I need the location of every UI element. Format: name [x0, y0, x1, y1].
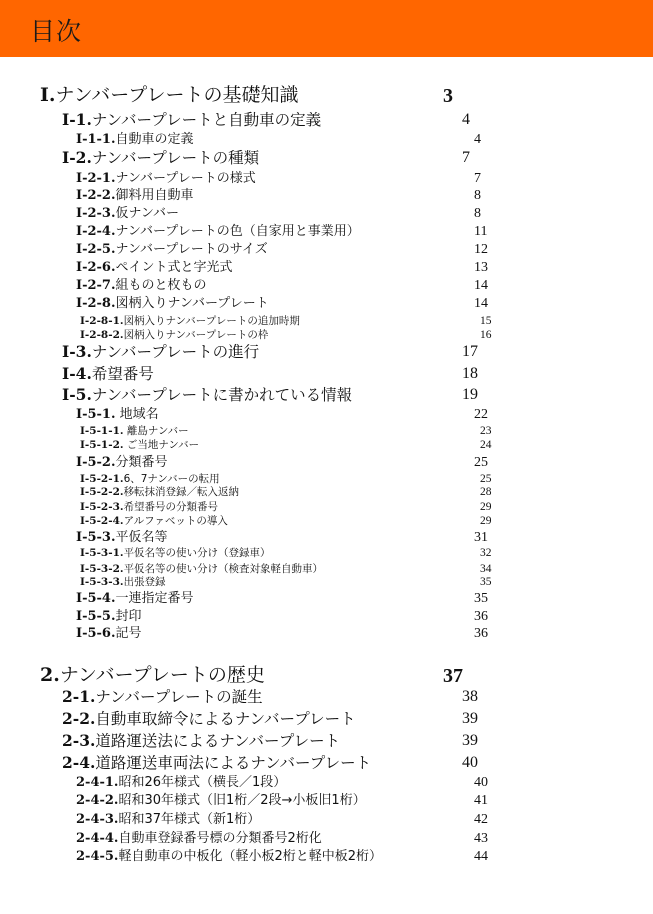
toc-entry-page: 23 [480, 425, 492, 437]
toc-entry-number: 2-1. [62, 687, 96, 706]
toc-entry-number: I-4. [62, 364, 92, 383]
toc-entry[interactable] [76, 279, 207, 292]
toc-entry-page: 14 [474, 278, 488, 293]
toc-entry-title: 平仮名等 [115, 530, 168, 545]
toc-entry[interactable] [76, 610, 142, 623]
toc-entry-page: 7 [462, 149, 470, 166]
toc-entry-number: I-5-4. [76, 591, 116, 606]
toc-entry[interactable] [80, 516, 228, 527]
toc-entry-number: I-1. [62, 110, 92, 129]
toc-entry-title: 移転抹消登録／転入返納 [123, 486, 240, 498]
toc-entry-page: 40 [462, 754, 478, 771]
toc-entry-page: 37 [443, 665, 463, 687]
toc-entry-number: I-2-7. [76, 278, 116, 293]
toc-entry[interactable] [76, 794, 366, 807]
toc-entry-page: 35 [474, 591, 488, 606]
toc-entry[interactable] [76, 850, 382, 863]
toc-entry-page: 44 [474, 849, 488, 864]
toc-entry[interactable] [76, 456, 168, 469]
toc-entry-title: 仮ナンバー [115, 206, 179, 221]
toc-entry-page: 35 [480, 576, 492, 588]
toc-entry-number: 2-4-3. [76, 812, 119, 827]
toc-entry[interactable] [80, 426, 189, 437]
toc-entry[interactable] [76, 172, 256, 185]
toc-entry[interactable] [76, 627, 142, 640]
toc-entry-title: 図柄入りナンバープレート [115, 296, 269, 311]
toc-entry[interactable] [76, 207, 179, 220]
toc-entry[interactable] [80, 502, 218, 513]
toc-entry[interactable] [62, 366, 154, 383]
toc-entry[interactable] [76, 531, 168, 544]
toc-entry-title: ナンバープレートの基礎知識 [55, 84, 299, 106]
toc-entry[interactable] [40, 666, 265, 685]
toc-entry[interactable] [80, 564, 323, 575]
toc-entry-page: 17 [462, 343, 478, 360]
toc-entry-number: I-2-5. [76, 242, 116, 257]
toc-entry-title: 出張登録 [123, 576, 166, 588]
toc-entry-title: ナンバープレートに書かれている情報 [91, 386, 353, 404]
toc-entry[interactable] [76, 261, 233, 274]
toc-entry-page: 41 [474, 793, 488, 808]
toc-entry[interactable] [76, 832, 322, 845]
toc-entry-title: ナンバープレートと自動車の定義 [91, 111, 322, 129]
page-title: 目次 [30, 17, 83, 46]
toc-entry-number: I-5-2-1. [80, 473, 124, 485]
toc-entry[interactable] [62, 755, 371, 772]
toc-entry-title: 平仮名等の使い分け（登録車） [123, 547, 271, 559]
toc-entry-number: I-5-3. [76, 530, 116, 545]
toc-entry[interactable] [62, 733, 340, 750]
toc-entry-title: 組ものと枚もの [115, 278, 207, 293]
toc-entry-number: I-5-2-3. [80, 501, 124, 513]
toc-entry-title: 道路運送法によるナンバープレート [95, 732, 341, 750]
toc-entry[interactable] [76, 297, 269, 310]
toc-entry-page: 24 [480, 439, 492, 451]
toc-entry-page: 43 [474, 831, 488, 846]
toc-entry-number: I-5-6. [76, 626, 116, 641]
toc-entry-title: ナンバープレートの進行 [91, 343, 260, 361]
toc-entry-page: 38 [462, 688, 478, 705]
toc-entry-number: I-5-2-4. [80, 515, 124, 527]
toc-entry-number: I-2-3. [76, 206, 116, 221]
toc-entry-title: 希望番号の分類番号 [123, 501, 219, 513]
toc-entry[interactable] [80, 577, 166, 588]
toc-entry-number: I-2-8. [76, 296, 116, 311]
toc-entry[interactable] [80, 487, 239, 498]
toc-entry-page: 16 [480, 329, 492, 341]
toc-entry-title: ナンバープレートの様式 [115, 171, 256, 186]
toc-entry-title: 平仮名等の使い分け（検査対象軽自動車） [123, 563, 324, 575]
header-bar [0, 0, 653, 57]
toc-entry-page: 34 [480, 563, 492, 575]
toc-entry-title: ナンバープレートの種類 [91, 149, 260, 167]
toc-entry-number: 2. [40, 664, 60, 686]
toc-entry-number: I-2-2. [76, 188, 116, 203]
toc-entry-number: I-2-4. [76, 224, 116, 239]
toc-entry-title: 離島ナンバー [123, 425, 189, 437]
toc-entry-title: 御料用自動車 [115, 188, 194, 203]
toc-entry-page: 13 [474, 260, 488, 275]
toc-entry[interactable] [76, 776, 286, 789]
toc-entry-page: 18 [462, 365, 478, 382]
toc-entry-page: 39 [462, 710, 478, 727]
toc-entry-number: I-2. [62, 148, 92, 167]
toc-entry-page: 22 [474, 407, 488, 422]
toc-entry-page: 8 [474, 206, 481, 221]
toc-entry-number: I-5-1. [76, 407, 116, 422]
toc-entry-title: ナンバープレートの歴史 [59, 664, 265, 686]
toc-entry-title: 封印 [115, 609, 142, 624]
toc-entry-number: I-5-3-3. [80, 576, 124, 588]
toc-entry-number: 2-4-5. [76, 849, 119, 864]
toc-entry-page: 39 [462, 732, 478, 749]
toc-entry-page: 4 [474, 132, 481, 147]
toc-entry[interactable] [62, 344, 259, 361]
toc-entry-page: 42 [474, 812, 488, 827]
toc-entry-number: I-2-1. [76, 171, 116, 186]
toc-entry[interactable] [76, 243, 268, 256]
toc-entry[interactable] [76, 592, 194, 605]
toc-entry[interactable] [76, 189, 194, 202]
toc-entry-title: ナンバープレートのサイズ [115, 242, 268, 257]
toc-entry[interactable] [62, 150, 259, 167]
toc-entry-page: 40 [474, 775, 488, 790]
toc-entry-number: I-5-2-2. [80, 486, 124, 498]
toc-entry[interactable] [40, 86, 299, 105]
toc-entry-page: 15 [480, 315, 492, 327]
toc-entry-number: I-5-3-1. [80, 547, 124, 559]
toc-entry-page: 36 [474, 609, 488, 624]
toc-entry-page: 12 [474, 242, 488, 257]
toc-entry-number: I-5-1-1. [80, 425, 124, 437]
toc-entry-number: 2-4. [62, 753, 96, 772]
toc-entry-number: 2-4-1. [76, 775, 119, 790]
toc-entry-title: 地域名 [115, 407, 159, 422]
toc-entry-page: 8 [474, 188, 481, 203]
toc-entry-title: ナンバープレートの色（自家用と事業用） [115, 224, 360, 239]
toc-entry-title: 一連指定番号 [115, 591, 194, 606]
toc-entry-title: 自動車の定義 [115, 132, 194, 147]
toc-entry[interactable] [80, 316, 300, 327]
toc-entry-page: 36 [474, 626, 488, 641]
toc-entry-page: 11 [474, 224, 488, 239]
toc-entry-title: 自動車取締令によるナンバープレート [95, 710, 356, 728]
toc-entry-page: 19 [462, 386, 478, 403]
toc-entry-page: 29 [480, 515, 492, 527]
toc-entry-title: 希望番号 [91, 365, 154, 383]
toc-entry-title: 昭和26年様式（横長／1段） [118, 775, 287, 790]
toc-entry-title: 図柄入りナンバープレートの追加時期 [123, 315, 300, 327]
toc-entry-page: 31 [474, 530, 488, 545]
toc-entry-number: I-2-8-2. [80, 329, 124, 341]
toc-entry[interactable] [80, 548, 271, 559]
toc-entry-page: 4 [462, 111, 470, 128]
toc-entry-page: 25 [474, 455, 488, 470]
toc-entry-number: 2-4-2. [76, 793, 119, 808]
toc-entry[interactable] [62, 387, 352, 404]
toc-entry-number: I-5. [62, 385, 92, 404]
toc-entry-title: 分類番号 [115, 455, 168, 470]
toc-entry-number: 2-2. [62, 709, 96, 728]
toc-entry[interactable] [80, 440, 199, 451]
toc-entry-number: I-3. [62, 342, 92, 361]
toc-entry-title: アルファベットの導入 [123, 515, 228, 527]
toc-entry-page: 28 [480, 486, 492, 498]
toc-entry-number: I. [40, 84, 56, 106]
toc-entry-number: I-5-1-2. [80, 439, 124, 451]
toc-entry-title: 自動車登録番号標の分類番号2桁化 [118, 831, 322, 846]
toc-entry-title: ナンバープレートの誕生 [95, 688, 263, 706]
toc-entry-number: I-5-2. [76, 455, 116, 470]
toc-entry[interactable] [62, 689, 263, 706]
toc-entry-number: 2-3. [62, 731, 96, 750]
toc-entry-title: 昭和37年様式（新1桁） [118, 812, 261, 827]
toc-entry-number: I-2-8-1. [80, 315, 124, 327]
toc-entry-title: 軽自動車の中板化（軽小板2桁と軽中板2桁） [118, 849, 382, 864]
toc-entry-title: 6、7ナンバーの転用 [123, 473, 220, 485]
toc-entry-page: 25 [480, 473, 492, 485]
toc-entry-number: I-1-1. [76, 132, 116, 147]
toc-entry-title: 昭和30年様式（旧1桁／2段→小板旧1桁） [118, 793, 366, 808]
toc-entry[interactable] [80, 330, 268, 341]
toc-entry[interactable] [76, 408, 159, 421]
toc-entry-title: ペイント式と字光式 [115, 260, 233, 275]
toc-entry-title: 道路運送車両法によるナンバープレート [95, 754, 372, 772]
toc-entry-number: I-5-3-2. [80, 563, 124, 575]
toc-entry-number: 2-4-4. [76, 831, 119, 846]
toc-entry-number: I-5-5. [76, 609, 116, 624]
toc-entry[interactable] [80, 474, 220, 485]
toc-entry-number: I-2-6. [76, 260, 116, 275]
toc-entry-page: 32 [480, 547, 492, 559]
toc-entry-title: 記号 [115, 626, 142, 641]
toc-entry[interactable] [76, 133, 194, 146]
toc-entry[interactable] [76, 813, 260, 826]
toc-entry-title: ご当地ナンバー [123, 439, 200, 451]
toc-entry-page: 7 [474, 171, 481, 186]
toc-entry[interactable] [76, 225, 360, 238]
toc-entry-title: 図柄入りナンバープレートの枠 [123, 329, 269, 341]
toc-entry-page: 3 [443, 85, 453, 107]
toc-entry[interactable] [62, 711, 356, 728]
toc-entry-page: 14 [474, 296, 488, 311]
toc-entry[interactable] [62, 112, 321, 129]
toc-entry-page: 29 [480, 501, 492, 513]
